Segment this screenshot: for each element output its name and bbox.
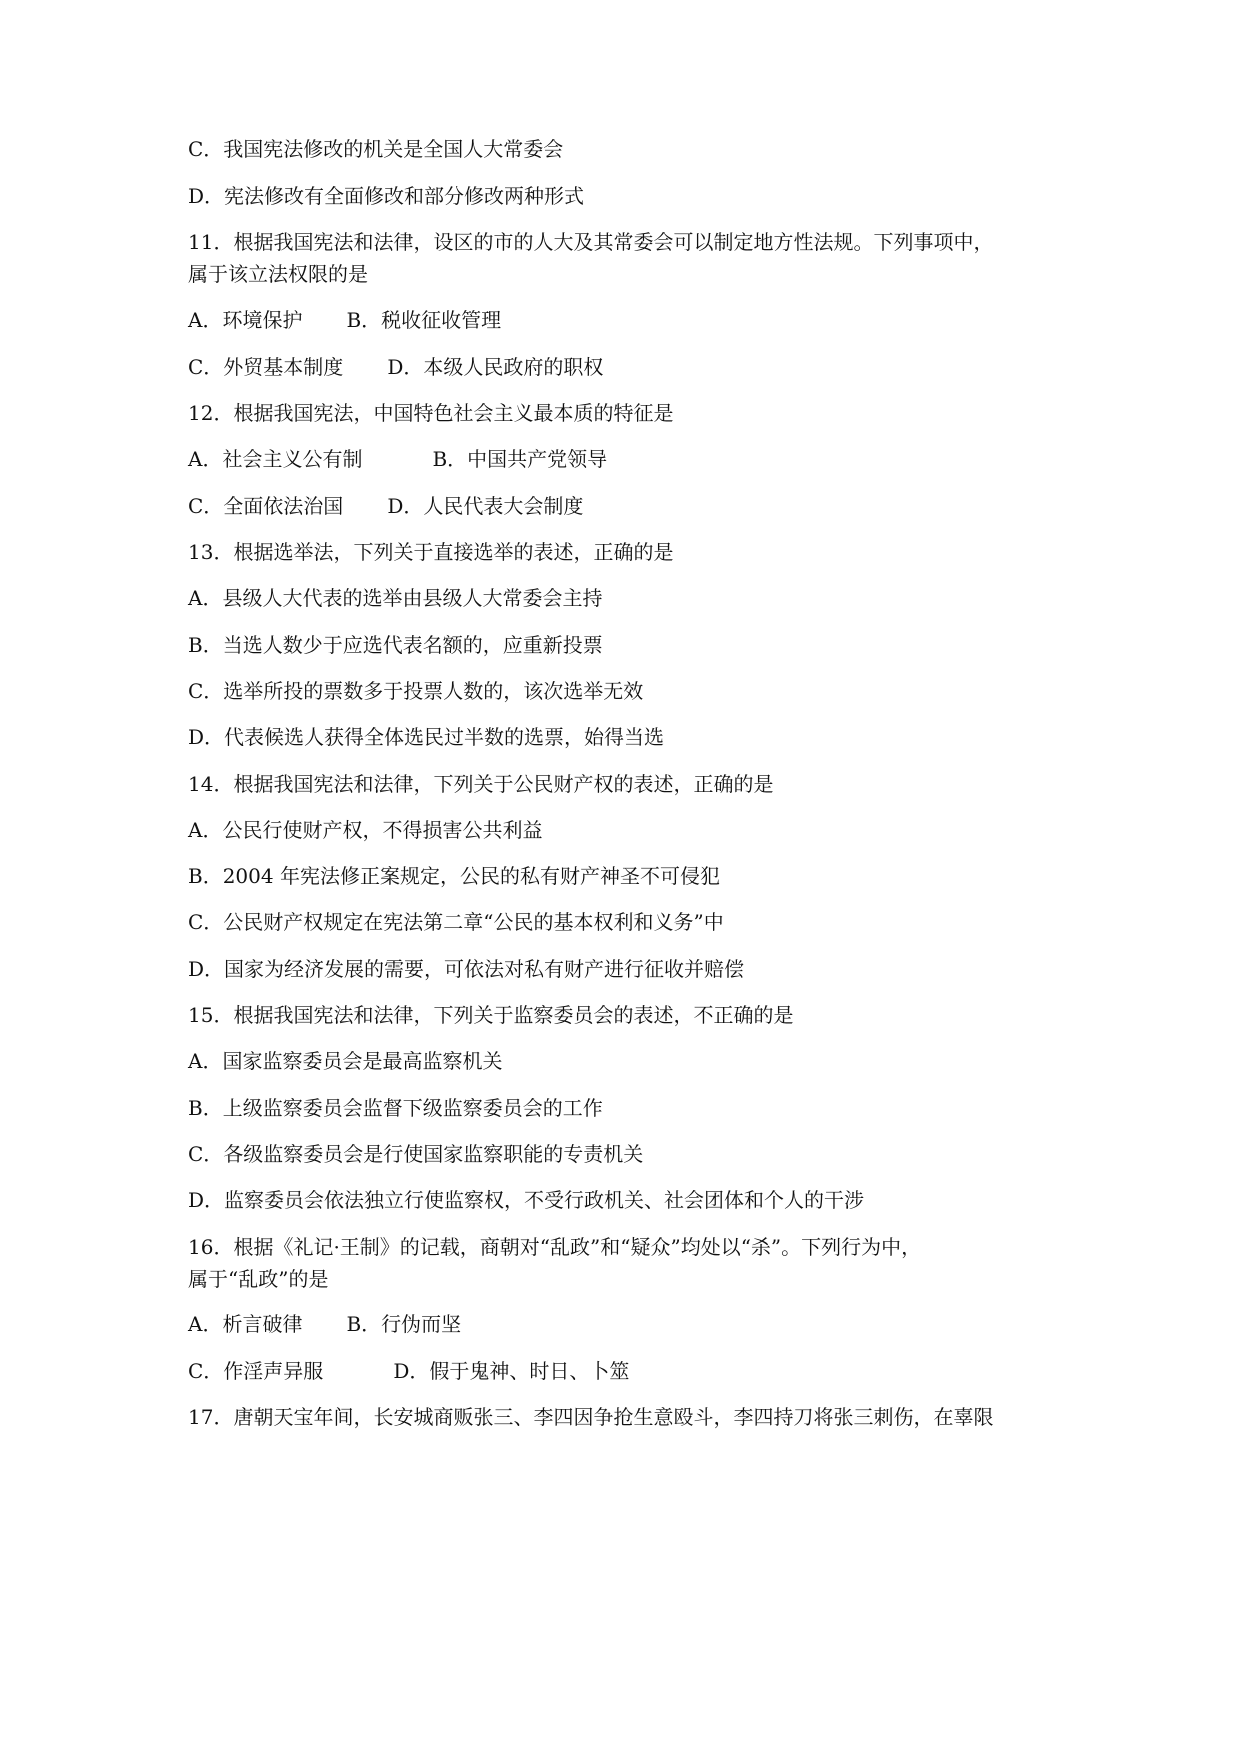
- q12-options-cd: [188, 491, 583, 521]
- q16-options-cd: [188, 1356, 629, 1386]
- q13-option-b: B．当选人数少于应选代表名额的，应重新投票: [188, 633, 603, 657]
- q12-option-b: B．中国共产党领导: [432, 447, 608, 471]
- q12-option-c: C．全面依法治国: [188, 494, 344, 518]
- q12-option-d: D．人民代表大会制度: [387, 494, 584, 518]
- q11-options-ab: [188, 305, 501, 335]
- q15-stem: 15．根据我国宪法和法律，下列关于监察委员会的表述，不正确的是: [188, 1003, 794, 1027]
- q15-option-c: C．各级监察委员会是行使国家监察职能的专责机关: [188, 1142, 644, 1166]
- q15-option-a: A．国家监察委员会是最高监察机关: [188, 1049, 503, 1073]
- q15-option-b: B．上级监察委员会监督下级监察委员会的工作: [188, 1096, 603, 1120]
- q11-stem-line1: 11．根据我国宪法和法律，设区的市的人大及其常委会可以制定地方性法规。下列事项中，: [188, 230, 994, 254]
- q16-option-b: B．行伪而坚: [346, 1312, 462, 1336]
- q13-option-c: C．选举所投的票数多于投票人数的，该次选举无效: [188, 679, 644, 703]
- q14-option-a: A．公民行使财产权，不得损害公共利益: [188, 818, 543, 842]
- q16-stem-line2: 属于“乱政”的是: [188, 1267, 329, 1291]
- q15-option-d: D．监察委员会依法独立行使监察权，不受行政机关、社会团体和个人的干涉: [188, 1188, 865, 1212]
- q11-option-a: A．环境保护: [188, 308, 303, 332]
- q16-options-ab: [188, 1309, 461, 1339]
- q17-stem-line1: 17．唐朝天宝年间，长安城商贩张三、李四因争抢生意殴斗，李四持刀将张三刺伤，在辜限: [188, 1405, 994, 1429]
- q13-stem: 13．根据选举法，下列关于直接选举的表述，正确的是: [188, 540, 674, 564]
- q13-option-a: A．县级人大代表的选举由县级人大常委会主持: [188, 586, 603, 610]
- q12-options-ab: [188, 444, 607, 474]
- q12-option-a: A．社会主义公有制: [188, 447, 363, 471]
- q11-stem-line2: 属于该立法权限的是: [188, 262, 368, 286]
- q14-stem: 14．根据我国宪法和法律，下列关于公民财产权的表述，正确的是: [188, 772, 774, 796]
- q14-option-c: C．公民财产权规定在宪法第二章“公民的基本权利和义务”中: [188, 910, 724, 934]
- q14-option-d: D．国家为经济发展的需要，可依法对私有财产进行征收并赔偿: [188, 957, 745, 981]
- q16-option-a: A．析言破律: [188, 1312, 303, 1336]
- q13-option-d: D．代表候选人获得全体选民过半数的选票，始得当选: [188, 725, 665, 749]
- q16-stem-line1: 16．根据《礼记·王制》的记载，商朝对“乱政”和“疑众”均处以“杀”。下列行为中，: [188, 1235, 922, 1259]
- q10-option-c: C．我国宪法修改的机关是全国人大常委会: [188, 137, 564, 161]
- q11-option-d: D．本级人民政府的职权: [387, 355, 604, 379]
- q12-stem: 12．根据我国宪法，中国特色社会主义最本质的特征是: [188, 401, 674, 425]
- q16-option-c: C．作淫声异服: [188, 1359, 324, 1383]
- q16-option-d: D．假于鬼神、时日、卜筮: [393, 1359, 630, 1383]
- q10-option-d: D．宪法修改有全面修改和部分修改两种形式: [188, 184, 585, 208]
- q11-options-cd: [188, 352, 603, 382]
- q14-option-b: B．2004 年宪法修正案规定，公民的私有财产神圣不可侵犯: [188, 864, 720, 888]
- q11-option-c: C．外贸基本制度: [188, 355, 344, 379]
- q11-option-b: B．税收征收管理: [346, 308, 502, 332]
